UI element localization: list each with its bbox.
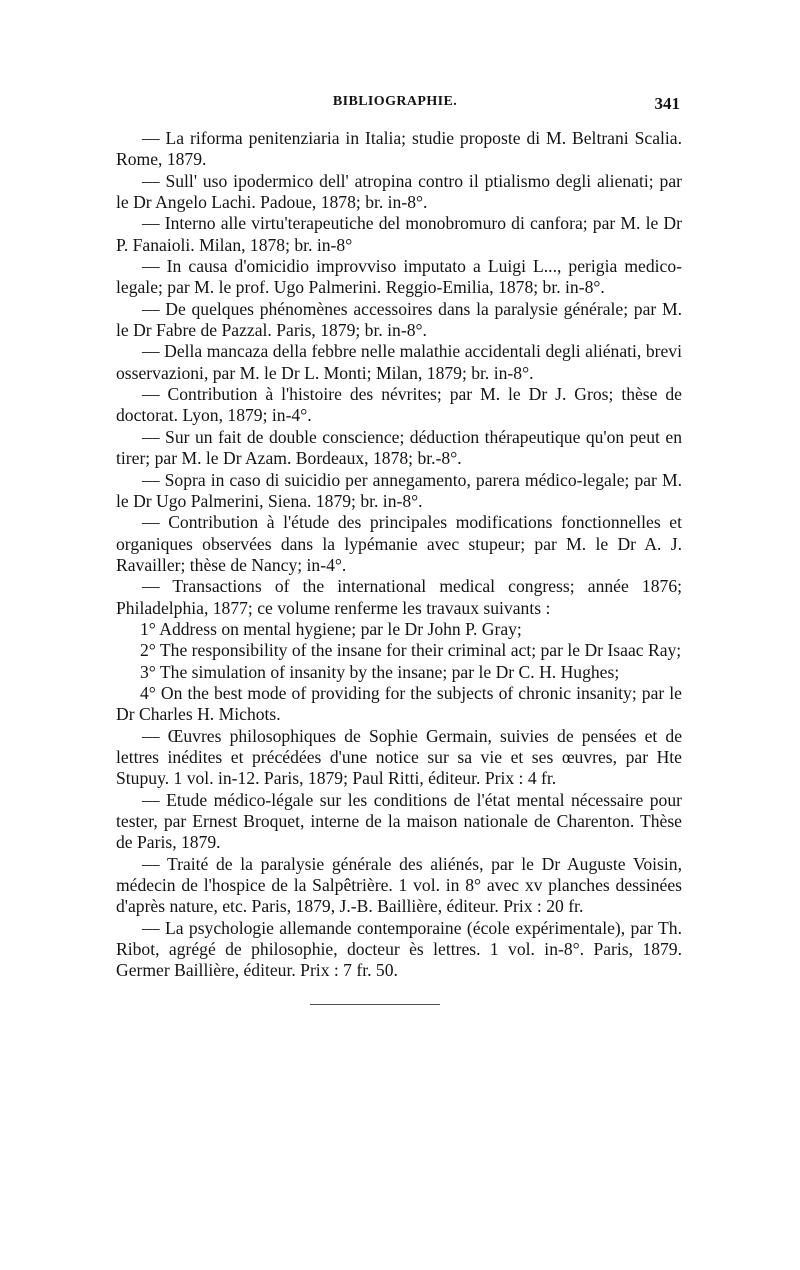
bibliography-entry: — Sopra in caso di suicidio per annegamento, parera médico-legale; par M. le Dr Ugo Palmerini, Siena. 1879; br. in-8°. xyxy=(116,469,682,511)
bibliography-entry: — Interno alle virtu'terapeutiche del monobromuro di canfora; par M. le Dr P. Fanaioli. Milan, 1878; br. in-8° xyxy=(116,213,682,255)
bibliography-entry: — La psychologie allemande contemporaine (école expérimentale), par Th. Ribot, agrégé de philosophie, docteur ès lettres. 1 vol. in-8°. Paris, 1879. Germer Baillière, éditeur. Prix : 7 fr. 50. xyxy=(116,917,682,981)
page-header xyxy=(110,94,680,120)
bibliography-entry: — Sull' uso ipodermico dell' atropina contro il ptialismo degli alienati; par le Dr Angelo Lachi. Padoue, 1878; br. in-8°. xyxy=(116,170,682,213)
page-number: 341 xyxy=(654,94,680,113)
bibliography-entry: — La riforma penitenziaria in Italia; studie proposte di M. Beltrani Scalia. Rome, 1879. xyxy=(116,128,682,170)
bibliography-list xyxy=(116,128,682,982)
running-title: BIBLIOGRAPHIE. xyxy=(332,94,458,109)
bibliography-entry: — Traité de la paralysie générale des aliénés, par le Dr Auguste Voisin, médecin de l'hospice de la Salpêtrière. 1 vol. in 8° avec xv planches dessinées d'après nature, etc. Paris, 1879, J.-B. Baillière, éditeur. Prix : 20 fr. xyxy=(116,853,682,917)
bibliography-entry: — De quelques phénomènes accessoires dans la paralysie générale; par M. le Dr Fabre de Pazzal. Paris, 1879; br. in-8°. xyxy=(116,298,682,341)
bibliography-entry: — Œuvres philosophiques de Sophie Germain, suivies de pensées et de lettres inédites et précédées d'une notice sur sa vie et ses œuvres, par Hte Stupuy. 1 vol. in-12. Paris, 1879; Paul Ritti, éditeur. Prix : 4 fr. xyxy=(116,725,682,789)
sub-item: 2° The responsibility of the insane for their criminal act; par le Dr Isaac Ray; xyxy=(140,640,682,661)
sub-item: 3° The simulation of insanity by the insane; par le Dr C. H. Hughes; xyxy=(140,661,620,682)
sub-item: 4° On the best mode of providing for the subjects of chronic insanity; par le Dr Charles H. Michots. xyxy=(116,682,682,725)
bibliography-entry: — Della mancaza della febbre nelle malathie accidentali degli aliénati, brevi osservazioni, par M. le Dr L. Monti; Milan, 1879; br. in-8°. xyxy=(116,341,682,383)
end-rule xyxy=(310,1004,440,1005)
bibliography-entry: — In causa d'omicidio improvviso imputato a Luigi L..., perigia medico-legale; par M. le prof. Ugo Palmerini. Reggio-Emilia, 1878; br. in-8°. xyxy=(116,256,682,298)
bibliography-entry: — Contribution à l'étude des principales modifications fonctionnelles et organiques observées dans la lypémanie avec stupeur; par M. le Dr A. J. Ravailler; thèse de Nancy; in-4°. xyxy=(116,512,682,575)
bibliography-entry: — Transactions of the international medical congress; année 1876; Philadelphia, 1877; ce volume renferme les travaux suivants : xyxy=(116,576,682,618)
bibliography-entry: — Etude médico-légale sur les conditions de l'état mental nécessaire pour tester, par Ernest Broquet, interne de la maison nationale de Charenton. Thèse de Paris, 1879. xyxy=(116,789,682,853)
sub-item: 1° Address on mental hygiene; par le Dr John P. Gray; xyxy=(140,618,522,639)
bibliography-entry: — Contribution à l'histoire des névrites; par M. le Dr J. Gros; thèse de doctorat. Lyon, 1879; in-4°. xyxy=(116,384,682,426)
bibliography-entry: — Sur un fait de double conscience; déduction thérapeutique qu'on peut en tirer; par M. le Dr Azam. Bordeaux, 1878; br.-8°. xyxy=(116,426,682,469)
